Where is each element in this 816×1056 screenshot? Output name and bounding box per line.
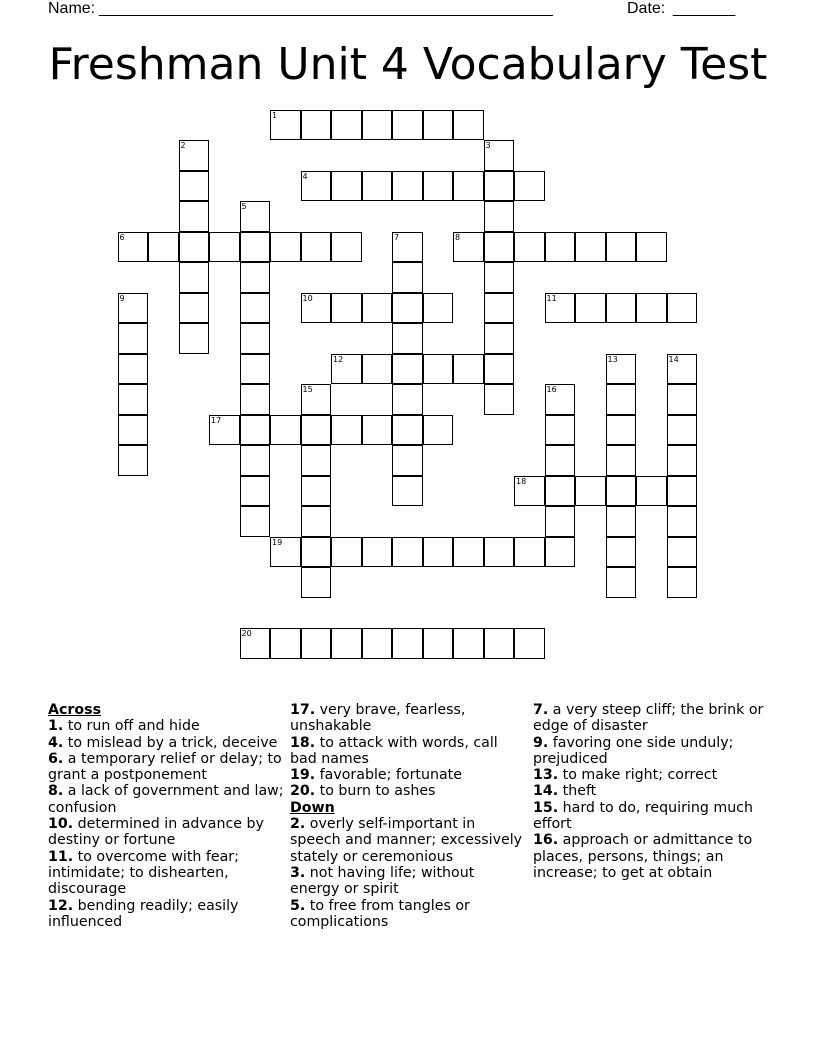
name-field[interactable]: ___________________________________________________ (99, 0, 553, 17)
grid-cell[interactable] (209, 232, 240, 263)
grid-cell[interactable] (362, 171, 393, 202)
grid-cell[interactable] (301, 445, 332, 476)
clues-column-1 (48, 702, 284, 930)
grid-cell[interactable] (301, 567, 332, 598)
grid-cell[interactable] (667, 506, 698, 537)
grid-cell[interactable] (301, 537, 332, 568)
grid-cell[interactable] (606, 384, 637, 415)
clue-down-2: 2. overly self-important in speech and manner; excessively stately or ceremonious (290, 816, 523, 865)
page-title: Freshman Unit 4 Vocabulary Test (48, 39, 768, 90)
grid-cell[interactable] (453, 110, 484, 141)
grid-cell[interactable] (118, 415, 149, 446)
grid-cell[interactable] (667, 354, 698, 385)
grid-cell[interactable] (514, 232, 545, 263)
grid-cell[interactable] (575, 293, 606, 324)
grid-cell[interactable] (331, 110, 362, 141)
clue-number: 4 (302, 171, 308, 181)
grid-cell[interactable] (667, 445, 698, 476)
clue-number: 12 (333, 354, 344, 364)
grid-cell[interactable] (484, 232, 515, 263)
grid-cell[interactable] (484, 628, 515, 659)
grid-cell[interactable] (667, 384, 698, 415)
grid-cell[interactable] (514, 628, 545, 659)
grid-cell[interactable] (118, 232, 149, 263)
grid-cell[interactable] (362, 354, 393, 385)
grid-cell[interactable] (484, 384, 515, 415)
grid-cell[interactable] (392, 415, 423, 446)
clue-number: 8 (455, 232, 461, 242)
grid-cell[interactable] (545, 384, 576, 415)
grid-cell[interactable] (606, 567, 637, 598)
clue-down-14: 14. theft (533, 783, 597, 800)
grid-cell[interactable] (606, 506, 637, 537)
clue-across-10: 10. determined in advance by destiny or fortune (48, 816, 264, 849)
clue-across-8: 8. a lack of government and law; confusion (48, 783, 284, 816)
clue-number: 10 (302, 293, 313, 303)
clue-across-6: 6. a temporary relief or delay; to grant a postponement (48, 750, 282, 784)
grid-cell[interactable] (179, 293, 210, 324)
clue-across-20: 20. to burn to ashes (290, 783, 436, 800)
grid-cell[interactable] (453, 171, 484, 202)
grid-cell[interactable] (423, 354, 454, 385)
clue-number: 3 (485, 141, 491, 150)
grid-cell[interactable] (362, 293, 393, 324)
grid-cell[interactable] (240, 293, 271, 324)
grid-cell[interactable] (179, 171, 210, 202)
clue-number: 13 (607, 354, 618, 364)
grid-cell[interactable] (362, 537, 393, 568)
grid-cell[interactable] (270, 415, 301, 446)
grid-cell[interactable] (667, 537, 698, 568)
clue-down-3: 3. not having life; without energy or spirit (290, 864, 475, 898)
grid-cell[interactable] (545, 476, 576, 507)
grid-cell[interactable] (301, 171, 332, 202)
grid-cell[interactable] (667, 415, 698, 446)
grid-cell[interactable] (209, 415, 240, 446)
grid-cell[interactable] (606, 537, 637, 568)
grid-cell[interactable] (240, 415, 271, 446)
grid-cell[interactable] (331, 354, 362, 385)
grid-cell[interactable] (240, 354, 271, 385)
clue-down-5: 5. to free from tangles or complications (290, 897, 470, 930)
grid-cell[interactable] (240, 476, 271, 507)
grid-cell[interactable] (453, 537, 484, 568)
clue-number: 11 (546, 293, 557, 303)
grid-cell[interactable] (484, 354, 515, 385)
grid-cell[interactable] (301, 628, 332, 659)
grid-cell[interactable] (606, 415, 637, 446)
clue-down-7: 7. a very steep cliff; the brink or edge of disaster (533, 702, 764, 735)
grid-cell[interactable] (484, 262, 515, 293)
grid-cell[interactable] (514, 537, 545, 568)
grid-cell[interactable] (331, 628, 362, 659)
name-label: Name: (48, 0, 100, 17)
grid-cell[interactable] (118, 384, 149, 415)
grid-cell[interactable] (362, 110, 393, 141)
clue-number: 7 (394, 232, 400, 242)
clues-column-3 (533, 702, 769, 881)
grid-cell[interactable] (270, 628, 301, 659)
clue-number: 9 (119, 293, 125, 303)
grid-cell[interactable] (606, 445, 637, 476)
grid-cell[interactable] (484, 171, 515, 202)
grid-cell[interactable] (240, 384, 271, 415)
clue-across-4: 4. to mislead by a trick, deceive (48, 734, 278, 751)
clue-across-19: 19. favorable; fortunate (290, 767, 462, 784)
grid-cell[interactable] (545, 415, 576, 446)
grid-cell[interactable] (240, 232, 271, 263)
grid-cell[interactable] (545, 232, 576, 263)
grid-cell[interactable] (392, 110, 423, 141)
grid-cell[interactable] (423, 171, 454, 202)
clue-number: 19 (272, 537, 283, 547)
grid-cell[interactable] (545, 293, 576, 324)
clue-down-16: 16. approach or admittance to places, persons, things; an increase; to get at obtain (533, 832, 753, 881)
grid-cell[interactable] (484, 323, 515, 354)
clue-number: 1 (272, 110, 278, 120)
grid-cell[interactable] (301, 506, 332, 537)
clue-number: 5 (241, 202, 247, 211)
clue-number: 18 (516, 476, 527, 486)
grid-cell[interactable] (392, 476, 423, 507)
clue-number: 17 (211, 415, 222, 425)
clue-down-9: 9. favoring one side unduly; prejudiced (533, 734, 734, 767)
grid-cell[interactable] (118, 445, 149, 476)
grid-cell[interactable] (301, 384, 332, 415)
grid-cell[interactable] (240, 323, 271, 354)
grid-cell[interactable] (118, 354, 149, 385)
clue-down-15: 15. hard to do, requiring much effort (533, 799, 753, 833)
grid-cell[interactable] (453, 232, 484, 263)
grid-cell[interactable] (667, 293, 698, 324)
grid-cell[interactable] (301, 476, 332, 507)
grid-cell[interactable] (636, 232, 667, 263)
grid-cell[interactable] (423, 415, 454, 446)
grid-cell[interactable] (118, 323, 149, 354)
grid-cell[interactable] (453, 354, 484, 385)
clue-across-12: 12. bending readily; easily influenced (48, 897, 239, 930)
grid-cell[interactable] (606, 354, 637, 385)
grid-cell[interactable] (331, 293, 362, 324)
grid-cell[interactable] (545, 537, 576, 568)
grid-cell[interactable] (667, 567, 698, 598)
clue-number: 16 (546, 385, 557, 394)
grid-cell[interactable] (331, 537, 362, 568)
grid-cell[interactable] (301, 415, 332, 446)
grid-cell[interactable] (606, 293, 637, 324)
grid-cell[interactable] (667, 476, 698, 507)
date-field[interactable]: _______ (673, 0, 736, 17)
grid-cell[interactable] (179, 323, 210, 354)
grid-cell[interactable] (179, 262, 210, 293)
grid-cell[interactable] (240, 506, 271, 537)
grid-cell[interactable] (392, 262, 423, 293)
grid-cell[interactable] (301, 110, 332, 141)
grid-cell[interactable] (606, 232, 637, 263)
grid-cell[interactable] (392, 354, 423, 385)
grid-cell[interactable] (575, 476, 606, 507)
clue-across-17: 17. very brave, fearless, unshakable (290, 702, 466, 735)
grid-cell[interactable] (392, 171, 423, 202)
grid-cell[interactable] (301, 293, 332, 324)
grid-cell[interactable] (240, 262, 271, 293)
grid-cell[interactable] (240, 628, 271, 659)
grid-cell[interactable] (545, 506, 576, 537)
clues-column-2 (290, 702, 526, 930)
grid-cell[interactable] (240, 445, 271, 476)
grid-cell[interactable] (636, 293, 667, 324)
grid-cell[interactable] (514, 171, 545, 202)
grid-cell[interactable] (423, 537, 454, 568)
grid-cell[interactable] (179, 140, 210, 171)
grid-cell[interactable] (179, 201, 210, 232)
clue-number: 20 (241, 629, 252, 638)
clue-across-11: 11. to overcome with fear; intimidate; to dishearten, discourage (48, 848, 239, 898)
grid-cell[interactable] (331, 415, 362, 446)
grid-cell[interactable] (392, 537, 423, 568)
grid-cell[interactable] (484, 537, 515, 568)
grid-cell[interactable] (118, 293, 149, 324)
grid-cell[interactable] (270, 232, 301, 263)
grid-cell[interactable] (270, 537, 301, 568)
grid-cell[interactable] (179, 232, 210, 263)
grid-cell[interactable] (392, 232, 423, 263)
clue-number: 14 (668, 354, 679, 364)
grid-cell[interactable] (392, 628, 423, 659)
clue-number: 15 (302, 385, 313, 394)
grid-cell[interactable] (453, 628, 484, 659)
clue-number: 6 (119, 232, 125, 242)
clue-number: 2 (180, 141, 186, 150)
across-heading: Across (48, 702, 102, 718)
down-heading: Down (290, 799, 335, 816)
grid-cell[interactable] (423, 293, 454, 324)
grid-cell[interactable] (484, 201, 515, 232)
grid-cell[interactable] (270, 110, 301, 141)
grid-cell[interactable] (484, 293, 515, 324)
grid-cell[interactable] (423, 628, 454, 659)
grid-cell[interactable] (392, 293, 423, 324)
grid-cell[interactable] (423, 110, 454, 141)
grid-cell[interactable] (301, 232, 332, 263)
clue-across-1: 1. to run off and hide (48, 718, 200, 735)
grid-cell[interactable] (575, 232, 606, 263)
clue-down-13: 13. to make right; correct (533, 767, 718, 784)
clue-across-18: 18. to attack with words, call bad names (290, 734, 498, 767)
grid-cell[interactable] (362, 628, 393, 659)
grid-cell[interactable] (636, 476, 667, 507)
date-label: Date: (627, 0, 670, 17)
grid-cell[interactable] (606, 476, 637, 507)
grid-cell[interactable] (240, 201, 271, 232)
grid-cell[interactable] (392, 445, 423, 476)
grid-cell[interactable] (392, 384, 423, 415)
grid-cell[interactable] (484, 140, 515, 171)
grid-cell[interactable] (148, 232, 179, 263)
grid-cell[interactable] (392, 323, 423, 354)
grid-cell[interactable] (362, 415, 393, 446)
grid-cell[interactable] (514, 476, 545, 507)
grid-cell[interactable] (331, 232, 362, 263)
grid-cell[interactable] (331, 171, 362, 202)
grid-cell[interactable] (545, 445, 576, 476)
